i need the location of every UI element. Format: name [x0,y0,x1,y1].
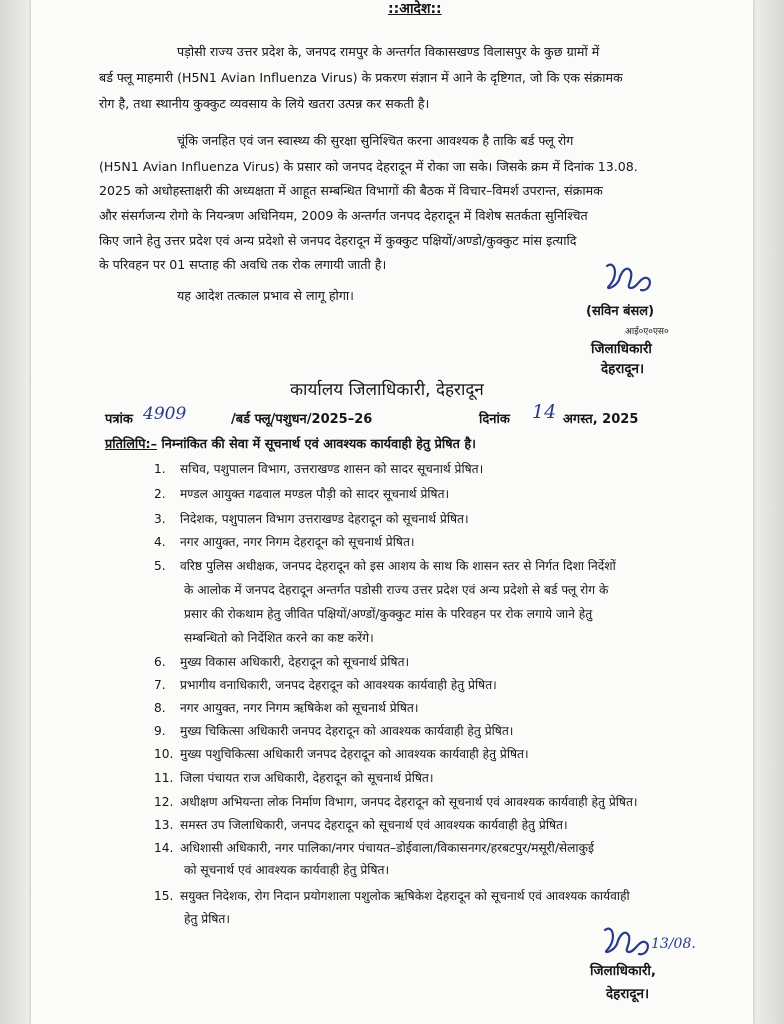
copy-to-intro: निम्नांकित की सेवा में सूचनार्थ एवं आवश्यक कार्यवाही हेतु प्रेषित है। [161,437,477,452]
item-number: 8. [154,701,166,715]
item-text: सचिव, पशुपालन विभाग, उत्तराखण्ड शासन को सादर सूचनार्थ प्रेषित। [180,462,484,476]
item-number: 5. [154,559,166,573]
signatory-service: आई०ए०एस० [625,327,669,337]
item-text: प्रभागीय वनाधिकारी, जनपद देहरादून को आवश्यक कार्यवाही हेतु प्रेषित। [180,678,497,692]
list-item [154,652,409,673]
item-continuation: के आलोक में जनपद देहरादून अन्तर्गत पडोसी राज्य उत्तर प्रदेश एवं अन्य प्रदेशो से बर्ड फ्लू रोग के [184,583,609,597]
list-item [154,768,433,789]
item-text: मुख्य विकास अधिकारी, देहरादून को सूचनार्थ प्रेषित। [180,655,410,669]
para2-line-3: 2025 को अधोहस्ताक्षरी की अध्यक्षता में आहूत सम्बन्धित विभागों की बैठक में विचार–विमर्श उपरान्त, संक्रामक [99,183,603,198]
item-continuation: हेतु प्रेषित। [184,912,230,926]
item-number: 3. [154,512,166,526]
item-text: नगर आयुक्त, नगर निगम ऋषिकेश को सूचनार्थ प्रेषित। [180,701,419,715]
list-item [154,744,529,765]
para2-line-5: किए जाने हेतु उत्तर प्रदेश एवं अन्य प्रदेशो से जनपद देहरादून में कुक्कुट पक्षियों/अण्डो/कुक्कुट मांस इत्यादि [99,233,577,248]
right-background-edge [753,0,784,1024]
para1-line-3: रोग है, तथा स्थानीय कुक्कुट व्यवसाय के लिये खतरा उत्पन्न कर सकती है। [99,96,430,111]
patrank-number: 4909 [143,404,187,424]
para2-line-4: और संसर्गजन्य रोगो के नियन्त्रण अधिनियम, 2009 के अन्तर्गत जनपद देहरादून में विशेष सतर्कता सुनिश्चित [99,208,588,223]
item-text: सयुक्त निदेशक, रोग निदान प्रयोगशाला पशुलोक ऋषिकेश देहरादून को सूचनार्थ एवं आवश्यक कार्यवाही [180,889,630,903]
signatory-designation: जिलाधिकारी [591,341,652,357]
item-number: 12. [154,795,174,809]
signatory-place: देहरादून। [601,361,645,377]
list-item [154,532,415,553]
item-number: 10. [154,747,174,761]
patrank-suffix: /बर्ड फ्लू/पशुधन/2025–26 [231,412,373,427]
list-item [154,675,497,696]
item-continuation: को सूचनार्थ एवं आवश्यक कार्यवाही हेतु प्रेषित। [184,863,390,877]
left-background-edge [0,0,31,1024]
item-number: 7. [154,678,166,692]
item-number: 14. [154,841,174,855]
item-continuation: प्रसार की रोकथाम हेतु जीवित पक्षियों/अण्डों/कुक्कुट मांस के परिवहन पर रोक लगाये जाने हेतु [184,607,593,621]
para3-line: यह आदेश तत्काल प्रभाव से लागू होगा। [177,288,354,303]
para1-line-1: पड़ोसी राज्य उत्तर प्रदेश के, जनपद रामपुर के अन्तर्गत विकासखण्ड विलासपुर के कुछ ग्रामों में [177,44,600,59]
item-number: 1. [154,462,166,476]
item-text: वरिष्ठ पुलिस अधीक्षक, जनपद देहरादून को इस आशय के साथ कि शासन स्तर से निर्गत दिशा निर्देशों [180,559,616,573]
item-text: मण्डल आयुक्त गढवाल मण्डल पौड़ी को सादर सूचनार्थ प्रेषित। [180,487,450,501]
list-item [154,886,630,907]
date-day: 14 [532,401,557,423]
closing-place: देहरादून। [606,986,650,1002]
list-item [154,792,638,813]
list-item [154,509,469,530]
item-text: मुख्य पशुचिकित्सा अधिकारी जनपद देहरादून को आवश्यक कार्यवाही हेतु प्रेषित। [180,747,529,761]
list-item [154,815,568,836]
signature-scribble-2 [599,922,655,962]
item-number: 13. [154,818,174,832]
list-item [154,459,483,480]
closing-designation: जिलाधिकारी, [590,963,656,979]
item-text: मुख्य चिकित्सा अधिकारी जनपद देहरादून को आवश्यक कार्यवाही हेतु प्रेषित। [180,724,514,738]
signatory-name: (सविन बंसल) [586,304,655,319]
list-item [154,484,449,505]
para1-line-2: बर्ड फ्लू माहमारी (H5N1 Avian Influenza Virus) के प्रकरण संज्ञान में आने के दृष्टिगत, जो कि एक संक्रामक [99,70,623,85]
item-text: निदेशक, पशुपालन विभाग उत्तराखण्ड देहरादून को सूचनार्थ प्रेषित। [180,512,469,526]
item-continuation: सम्बन्धितो को निर्देशित करने का कष्ट करेंगे। [184,631,374,645]
item-text: समस्त उप जिलाधिकारी, जनपद देहरादून को सूचनार्थ एवं आवश्यक कार्यवाही हेतु प्रेषित। [180,818,568,832]
item-text: जिला पंचायत राज अधिकारी, देहरादून को सूचनार्थ प्रेषित। [180,771,434,785]
signature-scribble-1 [601,258,661,298]
copy-to-heading [105,437,476,453]
patrank-label: पत्रांक [105,412,133,427]
item-text: नगर आयुक्त, नगर निगम देहरादून को सूचनार्थ प्रेषित। [180,535,415,549]
list-item [154,721,513,742]
date-label: दिनांक [479,412,510,427]
item-text: अधिशासी अधिकारी, नगर पालिका/नगर पंचायत–डोईवाला/विकासनगर/हरबटपुर/मसूरी/सेलाकुई [180,841,594,855]
document-page [31,0,753,1024]
item-number: 15. [154,889,174,903]
date-month-year: अगस्त, 2025 [563,412,639,427]
item-text: अधीक्षण अभियन्ता लोक निर्माण विभाग, जनपद देहरादून को सूचनार्थ एवं आवश्यक कार्यवाही हेतु प्रेषित। [180,795,638,809]
handwritten-date: 13/08. [651,936,696,952]
office-title: कार्यालय जिलाधिकारी, देहरादून [290,380,484,400]
item-number: 4. [154,535,166,549]
list-item [154,698,418,719]
item-number: 11. [154,771,174,785]
para2-line-6: के परिवहन पर 01 सप्ताह की अवधि तक रोक लगायी जाती है। [99,257,387,272]
item-number: 9. [154,724,166,738]
copy-to-label: प्रतिलिपि:– [105,437,157,452]
list-item [154,838,594,859]
item-number: 2. [154,487,166,501]
item-number: 6. [154,655,166,669]
order-heading: ::आदेश:: [388,1,442,17]
list-item [154,556,616,577]
para2-line-2: (H5N1 Avian Influenza Virus) के प्रसार को जनपद देहरादून में रोका जा सके। जिसके क्रम में दिनांक 13.08. [99,159,638,174]
para2-line-1: चूंकि जनहित एवं जन स्वास्थ्य की सुरक्षा सुनिश्चित करना आवश्यक है ताकि बर्ड फ्लू रोग [177,133,574,148]
